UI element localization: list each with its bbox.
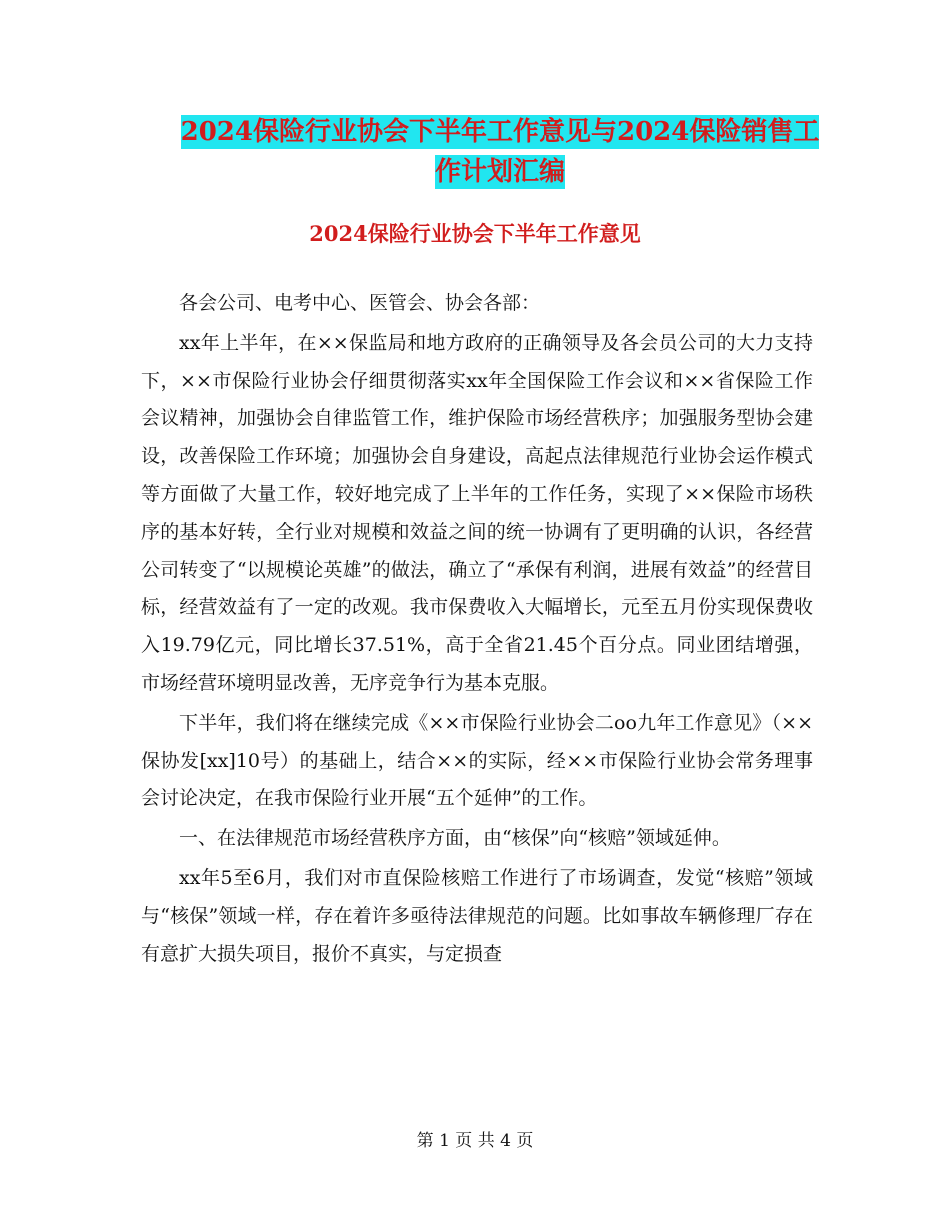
body-paragraph: 下半年，我们将在继续完成《××市保险行业协会二oo九年工作意见》（××保协发[xx]10号）的基础上，结合××的实际，经××市保险行业协会常务理事会讨论决定，在我市保险行业开展“五个延伸”的工作。 [141,711,813,810]
body-paragraph: xx年上半年，在××保监局和地方政府的正确领导及各会员公司的大力支持下，××市保险行业协会仔细贯彻落实xx年全国保险工作会议和××省保险工作会议精神，加强协会自律监管工作，维护保险市场经营秩序；加强服务型协会建设，改善保险工作环境；加强协会自身建设，高起点法律规范行业协会运作模式等方面做了大量工作，较好地完成了上半年的工作任务，实现了××保险市场秩序的基本好转，全行业对规模和效益之间的统一协调有了更明确的认识，各经营公司转变了“以规模论英雄”的做法，确立了“承保有利润，进展有效益”的经营目标，经营效益有了一定的改观。我市保费收入大幅增长，元至五月份实现保费收入19.79亿元，同比增长37.51%，高于全省21.45个百分点。同业团结增强，市场经营环境明显改善，无序竞争行为基本克服。 [141,331,813,694]
body-paragraph: xx年5至6月，我们对市直保险核赔工作进行了市场调查，发觉“核赔”领域与“核保”领域一样，存在着许多亟待法律规范的问题。比如事故车辆修理厂存在有意扩大损失项目，报价不真实，与定损查 [141,866,813,965]
main-title-line-1: 2024保险行业协会下半年工作意见与2024保险销售工 [180,117,820,147]
document-body [141,285,813,975]
main-title-line-2: 作计划汇编 [434,157,565,187]
body-paragraph: 一、在法律规范市场经营秩序方面，由“核保”向“核赔”领域延伸。 [179,827,731,850]
salutation-paragraph: 各会公司、电考中心、医管会、协会各部： [179,292,541,314]
page-number-footer: 第 1 页 共 4 页 [416,1131,534,1151]
document-main-title [140,112,860,192]
section-title: 2024保险行业协会下半年工作意见 [309,221,641,246]
